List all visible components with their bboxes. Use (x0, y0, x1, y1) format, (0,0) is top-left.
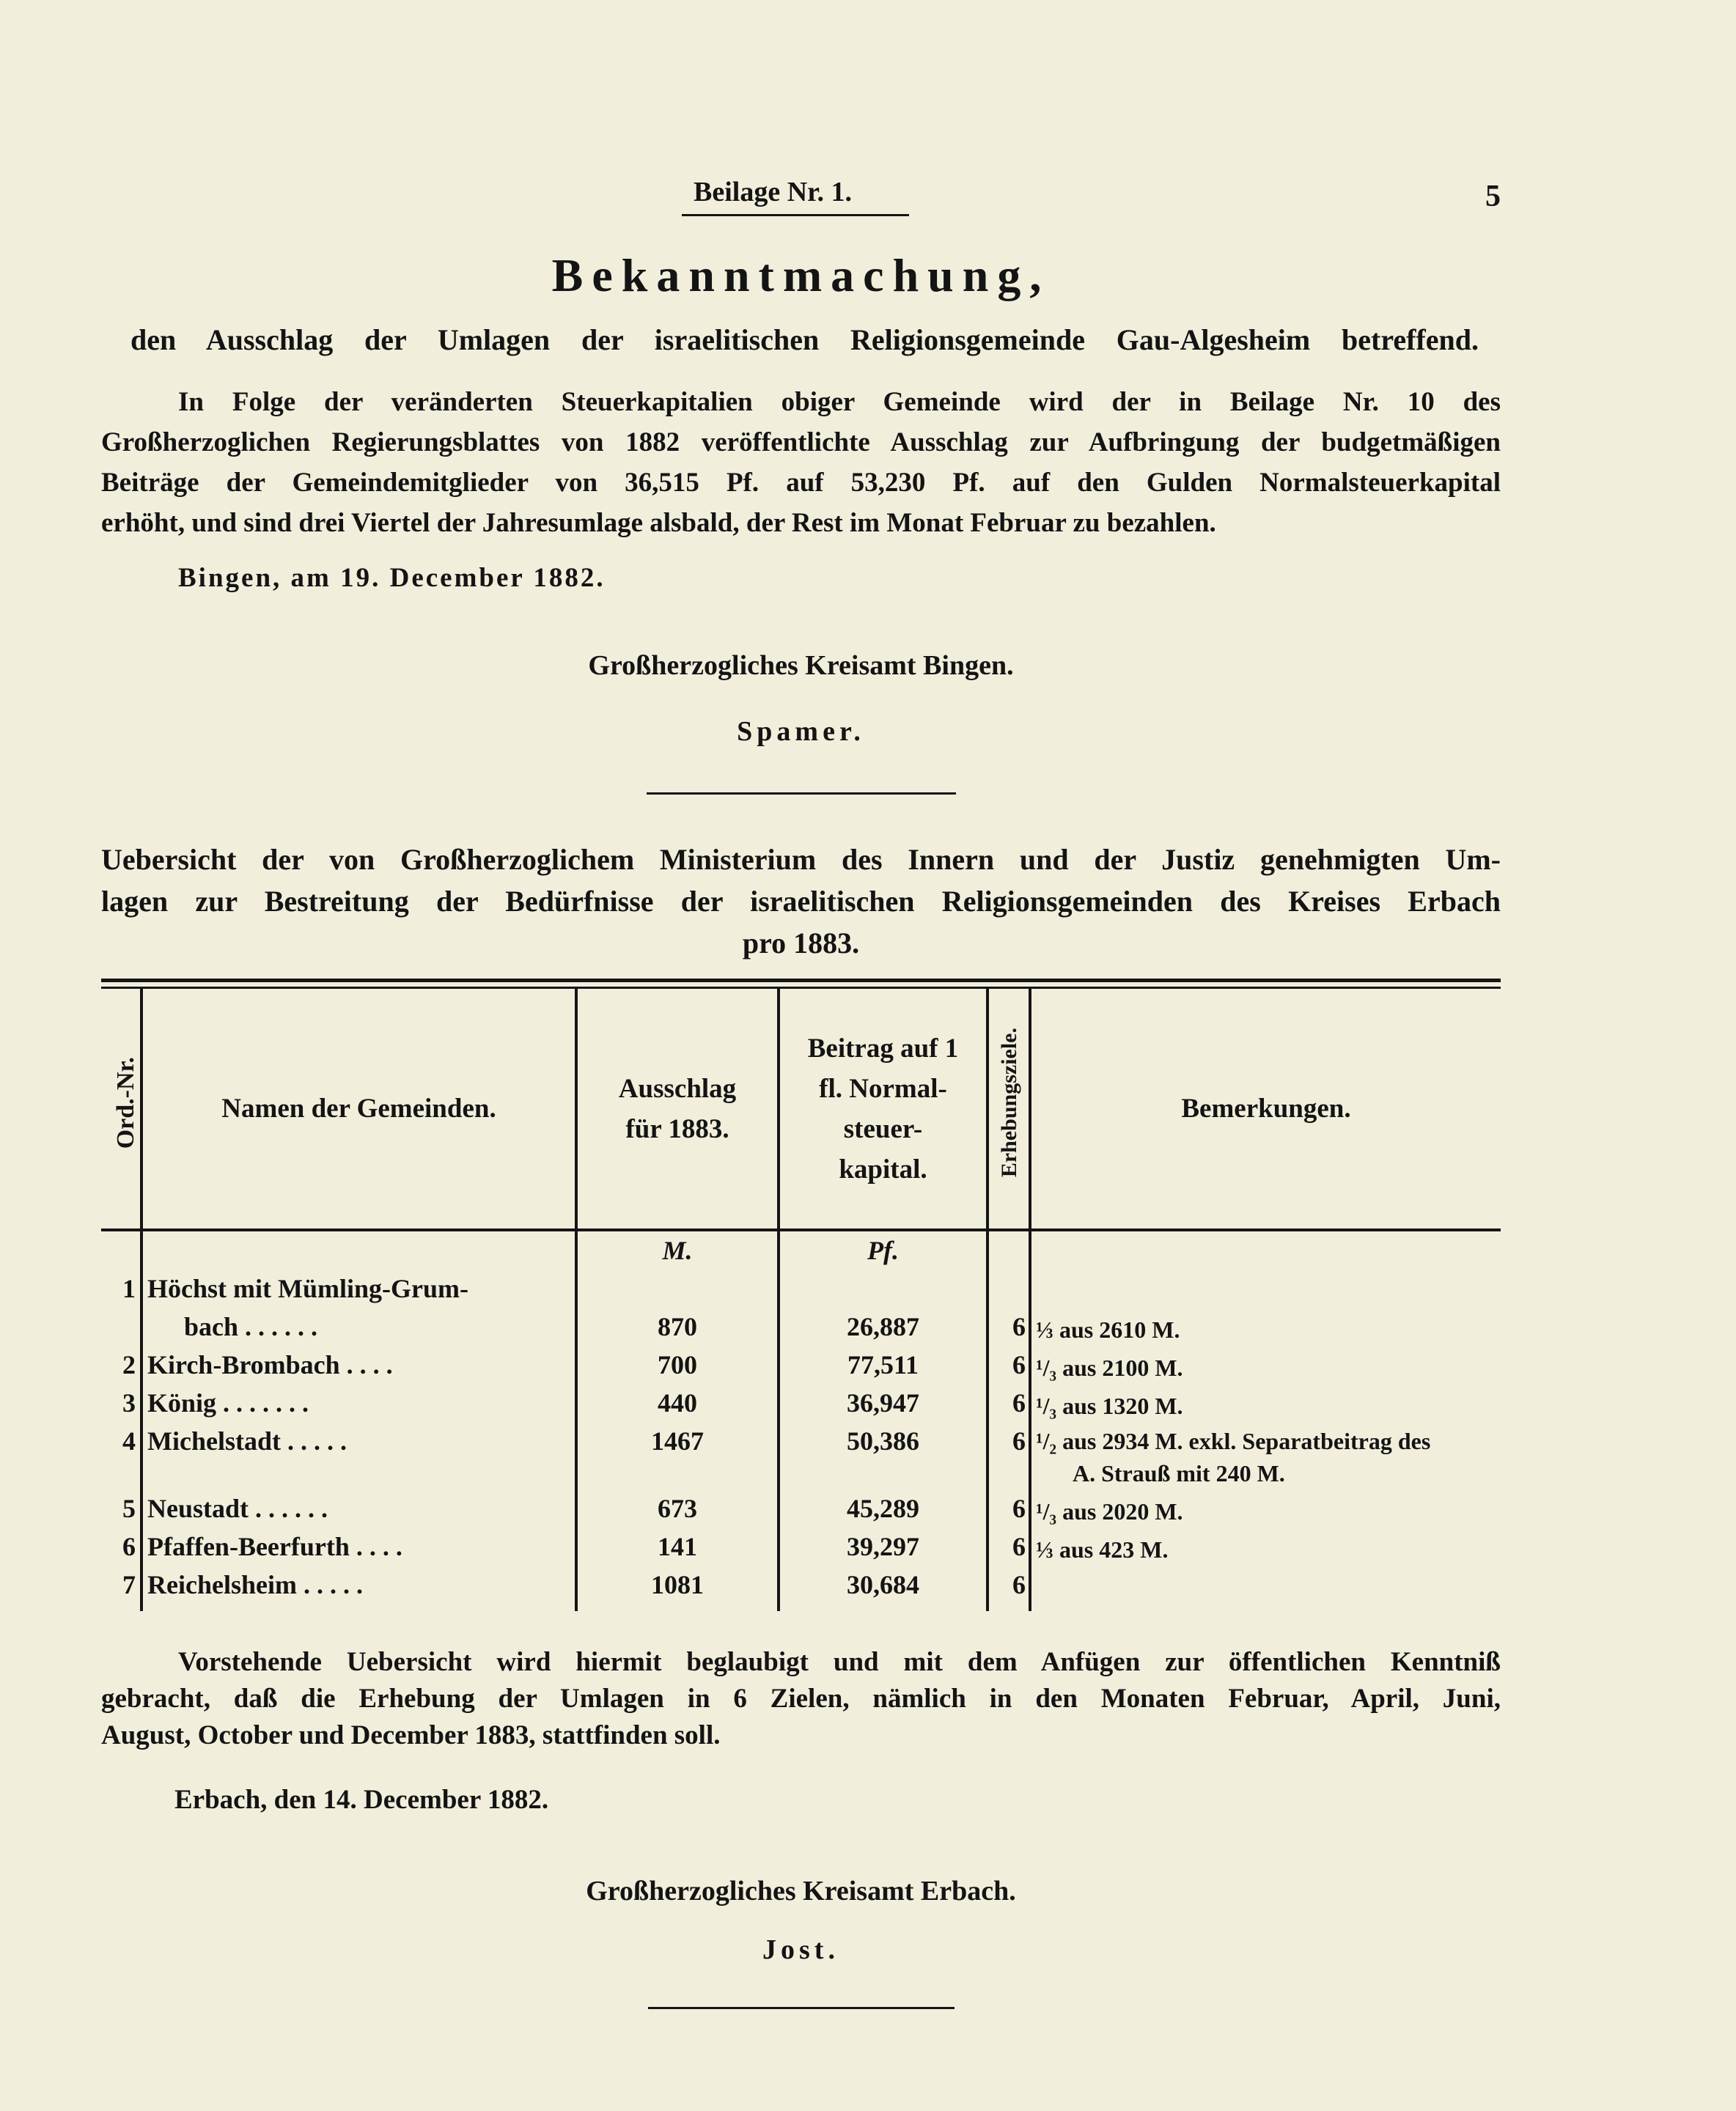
row-terms: 6 (987, 1489, 1030, 1528)
signature: Jost. (762, 1934, 839, 1965)
table-row (101, 1346, 1501, 1384)
row-terms: 6 (987, 1384, 1030, 1422)
table-heading (101, 839, 1501, 964)
supplement-underline (682, 214, 909, 216)
row-name: Kirch-Brombach . . . . (141, 1346, 576, 1384)
row-rate: 50,386 (779, 1422, 987, 1489)
table-top-rule (101, 979, 1501, 982)
row-levy: 870 (576, 1270, 779, 1346)
header-ord-nr-cell (101, 989, 141, 1230)
row-name: Michelstadt . . . . . (141, 1422, 576, 1489)
table-header-row (101, 989, 1501, 1230)
row-remarks-cell (1030, 1422, 1501, 1489)
row-remarks (1030, 1566, 1501, 1611)
row-remarks: ⅓ aus 2610 M. (1036, 1316, 1180, 1343)
row-name: Höchst mit Mümling-Grum- (147, 1274, 468, 1303)
supplement-label: Beilage Nr. 1. (694, 177, 853, 207)
row-rate: 30,684 (779, 1566, 987, 1611)
header-rate: Beitrag auf 1 fl. Normal- steuer- kapital. (779, 989, 987, 1230)
table-row (101, 1422, 1501, 1489)
header-terms-cell (987, 989, 1030, 1230)
row-levy: 1467 (576, 1422, 779, 1489)
table-row (101, 1489, 1501, 1528)
row-name: Neustadt . . . . . . (141, 1489, 576, 1528)
row-levy: 700 (576, 1346, 779, 1384)
row-number: 1 (101, 1270, 141, 1346)
row-number: 4 (101, 1422, 141, 1489)
row-name-cell (141, 1270, 576, 1346)
row-rate: 45,289 (779, 1489, 987, 1528)
row-levy: 673 (576, 1489, 779, 1528)
row-number: 2 (101, 1346, 141, 1384)
row-name: bach . . . . . . (184, 1312, 318, 1341)
header-terms: Erhebungsziele. (997, 1028, 1021, 1178)
notice-subtitle: den Ausschlag der Umlagen der israelitischen Religionsgemeinde Gau-Algesheim betreffend. (130, 323, 1479, 356)
row-terms: 6 (987, 1566, 1030, 1611)
notice-paragraph (101, 382, 1501, 543)
document-page (101, 0, 1501, 2068)
row-remarks: ⅓ aus 423 M. (1036, 1536, 1169, 1563)
signature: Spamer. (737, 716, 865, 747)
row-terms: 6 (987, 1528, 1030, 1566)
table-row (101, 1566, 1501, 1611)
paragraph-line: In Folge der veränderten Steuerkapitalien obiger Gemeinde wird der in Beilage Nr. 10 des (178, 387, 1501, 417)
row-number: 5 (101, 1489, 141, 1528)
table-row (101, 1528, 1501, 1566)
table-top-rules (101, 979, 1501, 989)
notice-title: Bekanntmachung, (551, 249, 1051, 301)
row-terms: 6 (987, 1422, 1030, 1489)
page-header (101, 173, 1501, 217)
row-levy: 440 (576, 1384, 779, 1422)
levy-table (101, 989, 1501, 1611)
paragraph-line: Beiträge der Gemeindemitglieder von 36,515 Pf. auf 53,230 Pf. auf den Gulden Normalsteuerkapital (101, 468, 1501, 498)
header-remarks: Bemerkungen. (1030, 989, 1501, 1230)
closing-line: gebracht, daß die Erhebung der Umlagen in 6 Zielen, nämlich in den Monaten Februar, April, Juni, (101, 1684, 1501, 1714)
row-levy: 141 (576, 1528, 779, 1566)
row-levy: 1081 (576, 1566, 779, 1611)
row-remarks: ¹/₃ aus 1320 M. (1036, 1393, 1183, 1419)
row-number: 3 (101, 1384, 141, 1422)
header-name: Namen der Gemeinden. (141, 989, 576, 1230)
divider (647, 792, 956, 795)
row-rate: 26,887 (779, 1270, 987, 1346)
divider (648, 2007, 955, 2009)
page-number: 5 (1485, 180, 1501, 213)
place-date: Bingen, am 19. December 1882. (178, 563, 606, 593)
closing-paragraph (101, 1644, 1501, 1754)
table-heading-line: lagen zur Bestreitung der Bedürfnisse der israelitischen Religionsgemeinden des Kreises Erbach (101, 885, 1501, 918)
row-number: 7 (101, 1566, 141, 1611)
row-remarks: ¹/₃ aus 2100 M. (1036, 1355, 1183, 1381)
table-heading-line: Uebersicht der von Großherzoglichem Ministerium des Innern und der Justiz genehmigten Um- (101, 843, 1501, 876)
table-row (101, 1270, 1501, 1346)
header-ord-nr: Ord.-Nr. (112, 1056, 139, 1149)
row-terms: 6 (987, 1346, 1030, 1384)
row-name: Reichelsheim . . . . . (141, 1566, 576, 1611)
closing-line: August, October und December 1883, stattfinden soll. (101, 1720, 721, 1750)
place-date: Erbach, den 14. December 1882. (174, 1785, 549, 1815)
row-number: 6 (101, 1528, 141, 1566)
row-remarks: ¹/₃ aus 2020 M. (1036, 1498, 1183, 1525)
table-heading-line: pro 1883. (742, 926, 860, 959)
row-rate: 36,947 (779, 1384, 987, 1422)
table-row (101, 1384, 1501, 1422)
unit-pfennig: Pf. (779, 1230, 987, 1270)
row-remarks: A. Strauß mit 240 M. (1073, 1460, 1285, 1486)
row-rate: 39,297 (779, 1528, 987, 1566)
row-name: Pfaffen-Beerfurth . . . . (141, 1528, 576, 1566)
authority: Großherzogliches Kreisamt Bingen. (588, 650, 1014, 681)
units-row (101, 1230, 1501, 1270)
row-rate: 77,511 (779, 1346, 987, 1384)
row-remarks: ¹/₂ aus 2934 M. exkl. Separatbeitrag des (1036, 1428, 1431, 1454)
paragraph-line: Großherzoglichen Regierungsblattes von 1882 veröffentlichte Ausschlag zur Aufbringung der budgetmäßigen (101, 427, 1501, 457)
paragraph-line: erhöht, und sind drei Viertel der Jahresumlage alsbald, der Rest im Monat Februar zu bezahlen. (101, 508, 1216, 538)
header-levy: Ausschlag für 1883. (576, 989, 779, 1230)
row-name: König . . . . . . . (141, 1384, 576, 1422)
row-terms: 6 (987, 1270, 1030, 1346)
unit-mark: M. (576, 1230, 779, 1270)
authority: Großherzogliches Kreisamt Erbach. (586, 1876, 1016, 1906)
closing-line: Vorstehende Uebersicht wird hiermit beglaubigt und mit dem Anfügen zur öffentlichen Kenntniß (178, 1647, 1501, 1677)
